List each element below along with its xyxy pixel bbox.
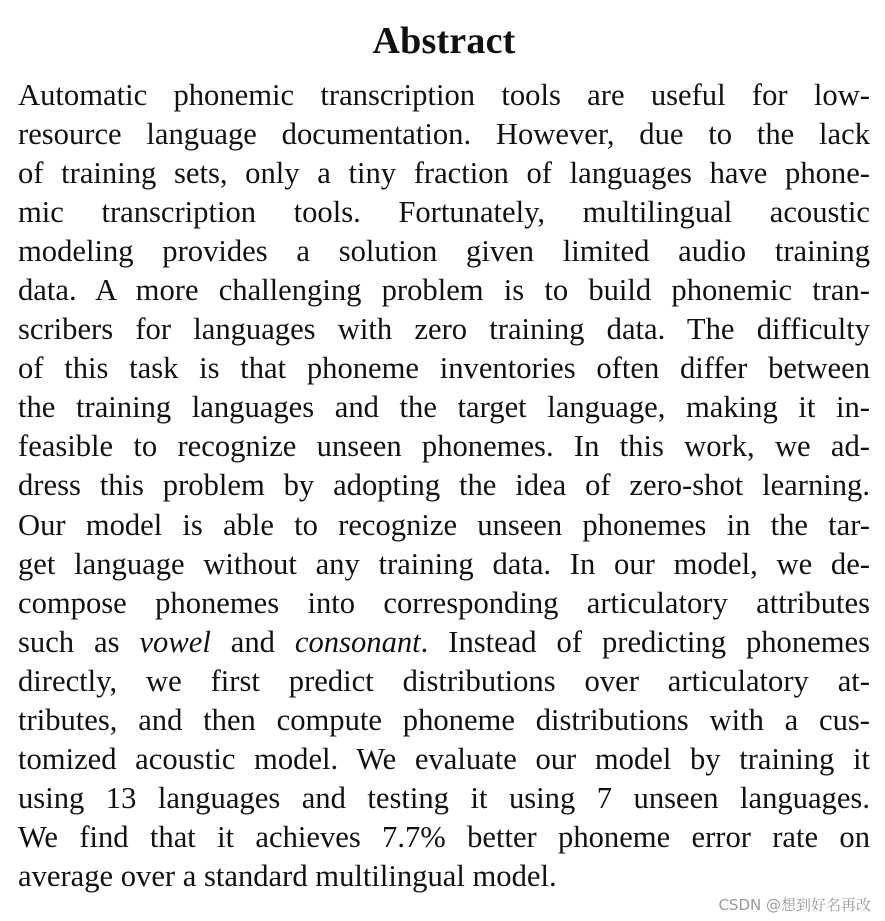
line-text: and (210, 624, 295, 659)
watermark: CSDN @想到好名再改 (718, 896, 871, 914)
line-text: . Instead of predicting phonemes (420, 624, 870, 659)
line-text: such as (18, 624, 140, 659)
abstract-line: tomized acoustic model. We evaluate our model by training it (18, 741, 870, 776)
abstract-line: directly, we first predict distributions over articulatory at- (18, 663, 870, 698)
abstract-line: using 13 languages and testing it using 7 unseen languages. (18, 780, 870, 815)
abstract-line: of training sets, only a tiny fraction of languages have phone- (18, 156, 870, 191)
paper-page (18, 0, 870, 896)
abstract-line: get language without any training data. In our model, we de- (18, 546, 870, 581)
abstract-line: resource language documentation. However, due to the lack (18, 117, 870, 152)
abstract-line: Automatic phonemic transcription tools are useful for low- (18, 78, 870, 112)
abstract-line: mic transcription tools. Fortunately, multilingual acoustic (18, 195, 870, 230)
abstract-line: dress this problem by adopting the idea of zero-shot learning. (18, 468, 870, 503)
emphasis-consonant: consonant (294, 624, 421, 659)
abstract-line: the training languages and the target language, making it in- (18, 390, 870, 425)
abstract-line-with-emphasis (18, 623, 870, 662)
abstract-line: tributes, and then compute phoneme distributions with a cus- (18, 702, 870, 737)
abstract-line: feasible to recognize unseen phonemes. In this work, we ad- (18, 429, 870, 464)
abstract-heading: Abstract (372, 20, 516, 62)
abstract-line: scribers for languages with zero training data. The difficulty (18, 312, 870, 347)
abstract-line: data. A more challenging problem is to build phonemic tran- (18, 273, 870, 308)
abstract-line: of this task is that phoneme inventories often differ between (18, 351, 870, 386)
abstract-body (18, 76, 870, 896)
abstract-line: modeling provides a solution given limited audio training (18, 234, 870, 269)
emphasis-vowel: vowel (139, 624, 211, 659)
abstract-line: Our model is able to recognize unseen phonemes in the tar- (18, 507, 870, 542)
abstract-line-last: average over a standard multilingual model. (18, 858, 557, 893)
abstract-line: compose phonemes into corresponding articulatory attributes (18, 585, 870, 620)
abstract-line: We find that it achieves 7.7% better phoneme error rate on (18, 819, 870, 854)
